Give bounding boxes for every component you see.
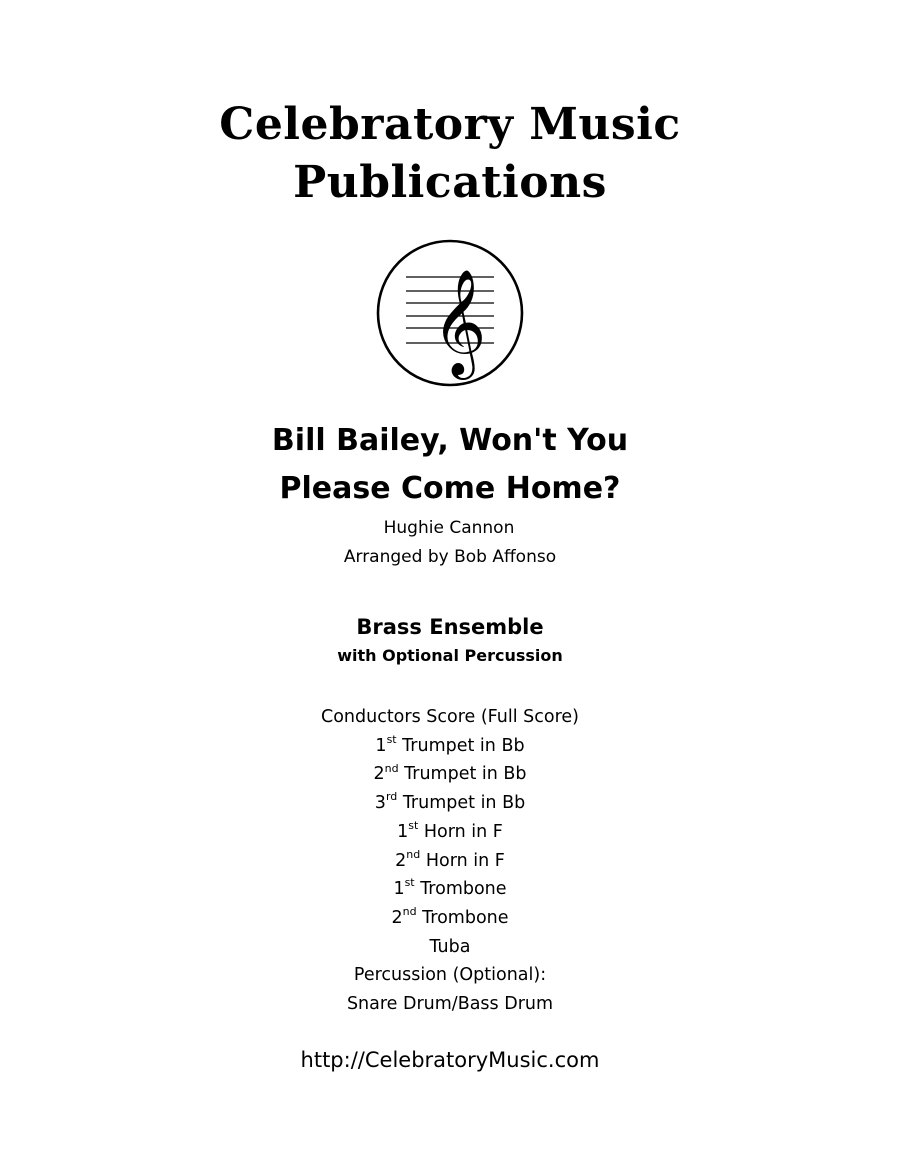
publisher-name [0, 96, 900, 212]
treble-clef-glyph: 𝄞 [432, 268, 487, 375]
song-title [0, 417, 900, 513]
parts-list [0, 703, 900, 1019]
treble-clef-staff-icon [376, 239, 524, 387]
publisher-line-1: Celebratory Music [219, 99, 681, 150]
part-item: 2nd Horn in F [395, 847, 505, 871]
part-item: Tuba [429, 936, 471, 957]
part-item: 2nd Trombone [391, 905, 509, 928]
part-item: 3rd Trumpet in Bb [374, 790, 526, 814]
part-item: 1st Horn in F [397, 818, 503, 842]
website-url: http://CelebratoryMusic.com [300, 1048, 600, 1072]
part-item: Snare Drum/Bass Drum [346, 994, 554, 1015]
ensemble-name: Brass Ensemble [356, 615, 544, 639]
part-item: 2nd Trumpet in Bb [373, 761, 527, 785]
song-title-line-2: Please Come Home? [279, 471, 621, 506]
part-item: 1st Trombone [393, 876, 507, 900]
credits [0, 514, 900, 572]
publisher-line-2: Publications [293, 157, 607, 208]
ensemble-info [0, 612, 900, 670]
song-title-line-1: Bill Bailey, Won't You [271, 423, 629, 458]
part-item: 1st Trumpet in Bb [375, 732, 525, 756]
part-item: Percussion (Optional): [353, 965, 547, 986]
composer-name: Hughie Cannon [383, 518, 515, 538]
ensemble-subtitle: with Optional Percussion [337, 646, 563, 665]
part-item: Conductors Score (Full Score) [320, 707, 579, 727]
arranger-credit: Arranged by Bob Affonso [343, 547, 557, 567]
